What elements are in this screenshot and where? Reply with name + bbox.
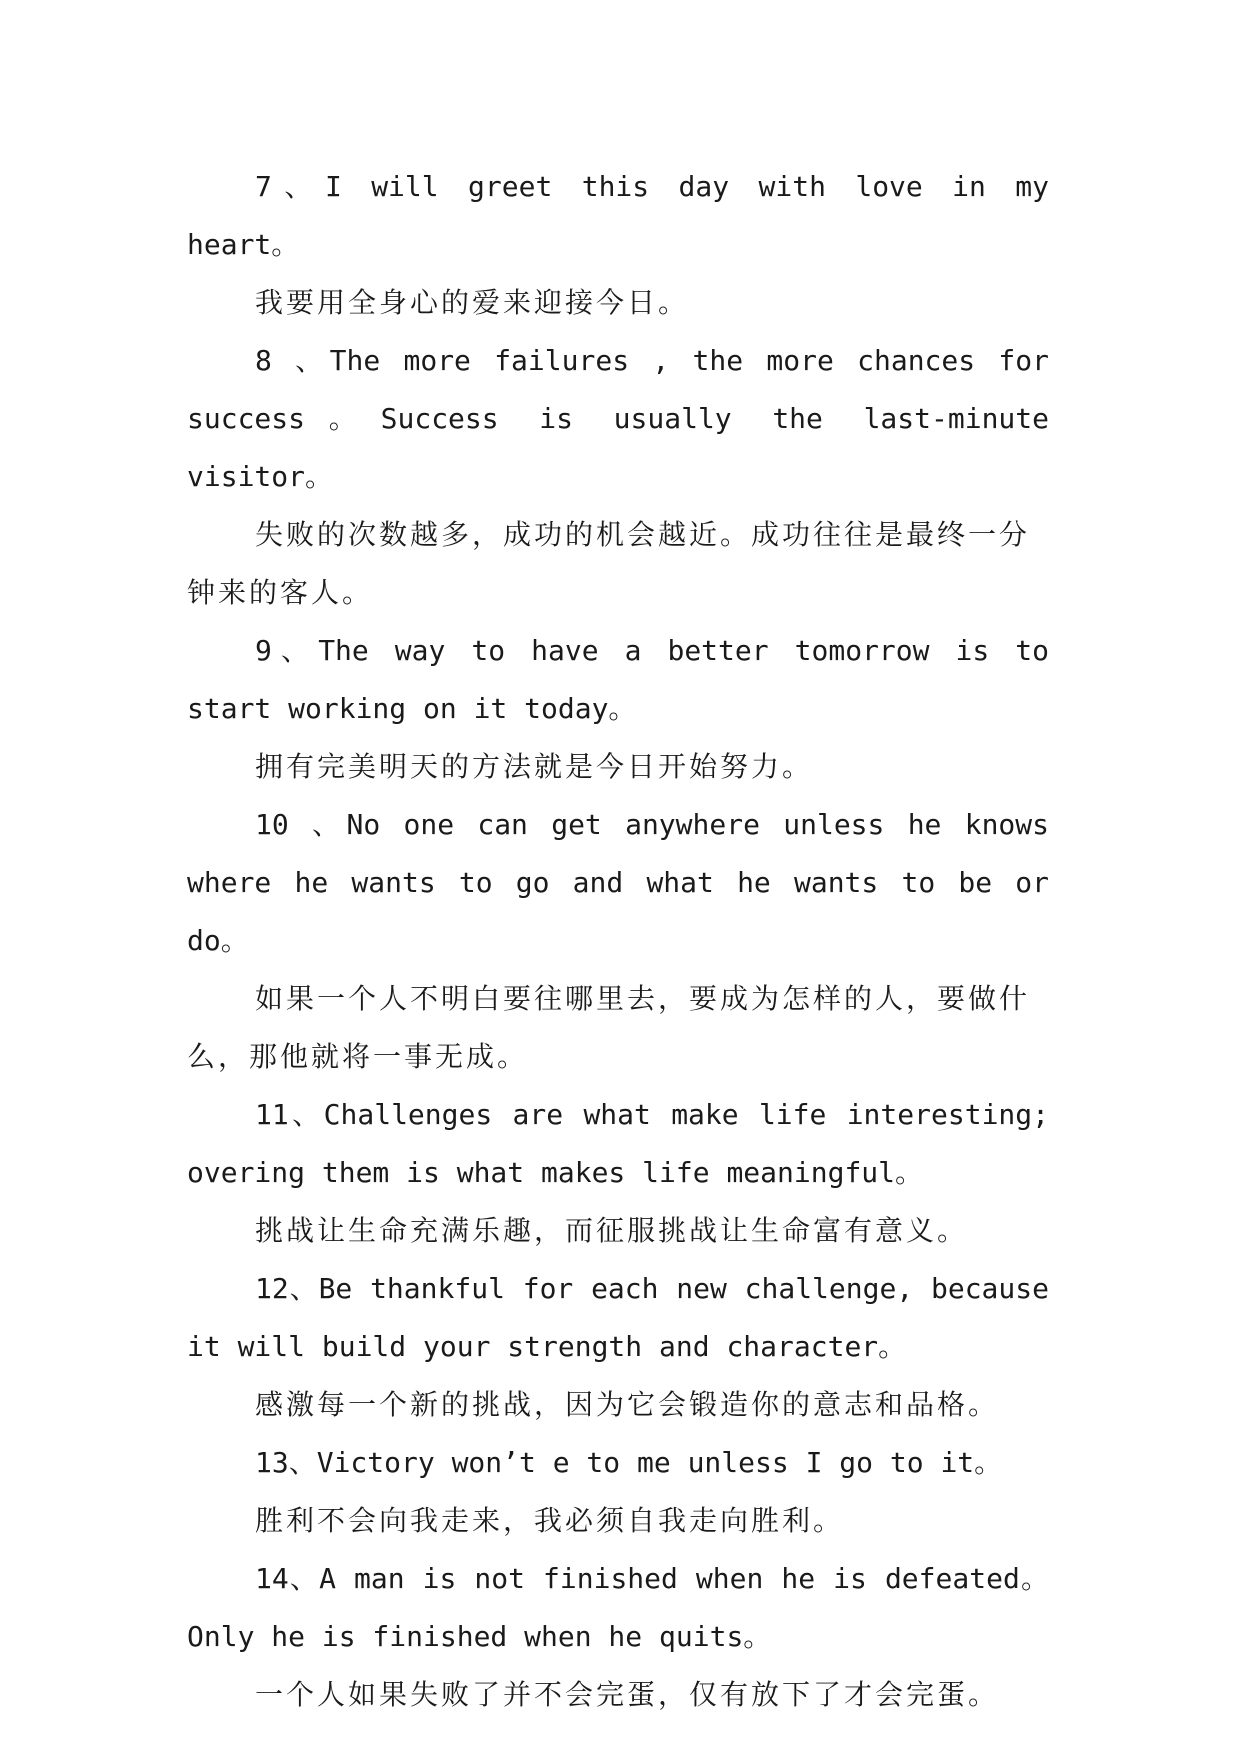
quote-10-chinese: 如果一个人不明白要往哪里去，要成为怎样的人，要做什么，那他就将一事无成。 (187, 982, 1031, 1073)
quote-13-english: 13、Victory won’t e to me unless I go to it。 (255, 1446, 1003, 1479)
quote-list (187, 158, 1049, 1724)
quote-11-chinese: 挑战让生命充满乐趣，而征服挑战让生命富有意义。 (255, 1214, 969, 1247)
quote-7-english: 7、I will greet this day with love in my heart。 (187, 170, 1049, 261)
quote-9-chinese: 拥有完美明天的方法就是今日开始努力。 (255, 750, 814, 783)
quote-8-chinese: 失败的次数越多，成功的机会越近。成功往往是最终一分钟来的客人。 (187, 518, 1031, 609)
quote-7-chinese: 我要用全身心的爱来迎接今日。 (255, 286, 690, 319)
quote-9-english: 9、The way to have a better tomorrow is to start working on it today。 (187, 634, 1049, 725)
quote-10-english: 10 、No one can get anywhere unless he knows where he wants to go and what he wants to be or do。 (187, 808, 1049, 957)
quote-14-chinese: 一个人如果失败了并不会完蛋，仅有放下了才会完蛋。 (255, 1678, 1000, 1711)
quote-13-chinese: 胜利不会向我走来，我必须自我走向胜利。 (255, 1504, 845, 1537)
quote-12-chinese: 感激每一个新的挑战，因为它会锻造你的意志和品格。 (255, 1388, 1000, 1421)
quote-12-english: 12、Be thankful for each new challenge, because it will build your strength and character。 (187, 1272, 1049, 1363)
quote-8-english: 8 、The more failures , the more chances for success。Success is usually the last-minute visitor。 (187, 344, 1049, 493)
quote-14-english: 14、A man is not finished when he is defeated。Only he is finished when he quits。 (187, 1562, 1049, 1653)
quote-11-english: 11、Challenges are what make life interesting; overing them is what makes life meaningful。 (187, 1098, 1049, 1189)
